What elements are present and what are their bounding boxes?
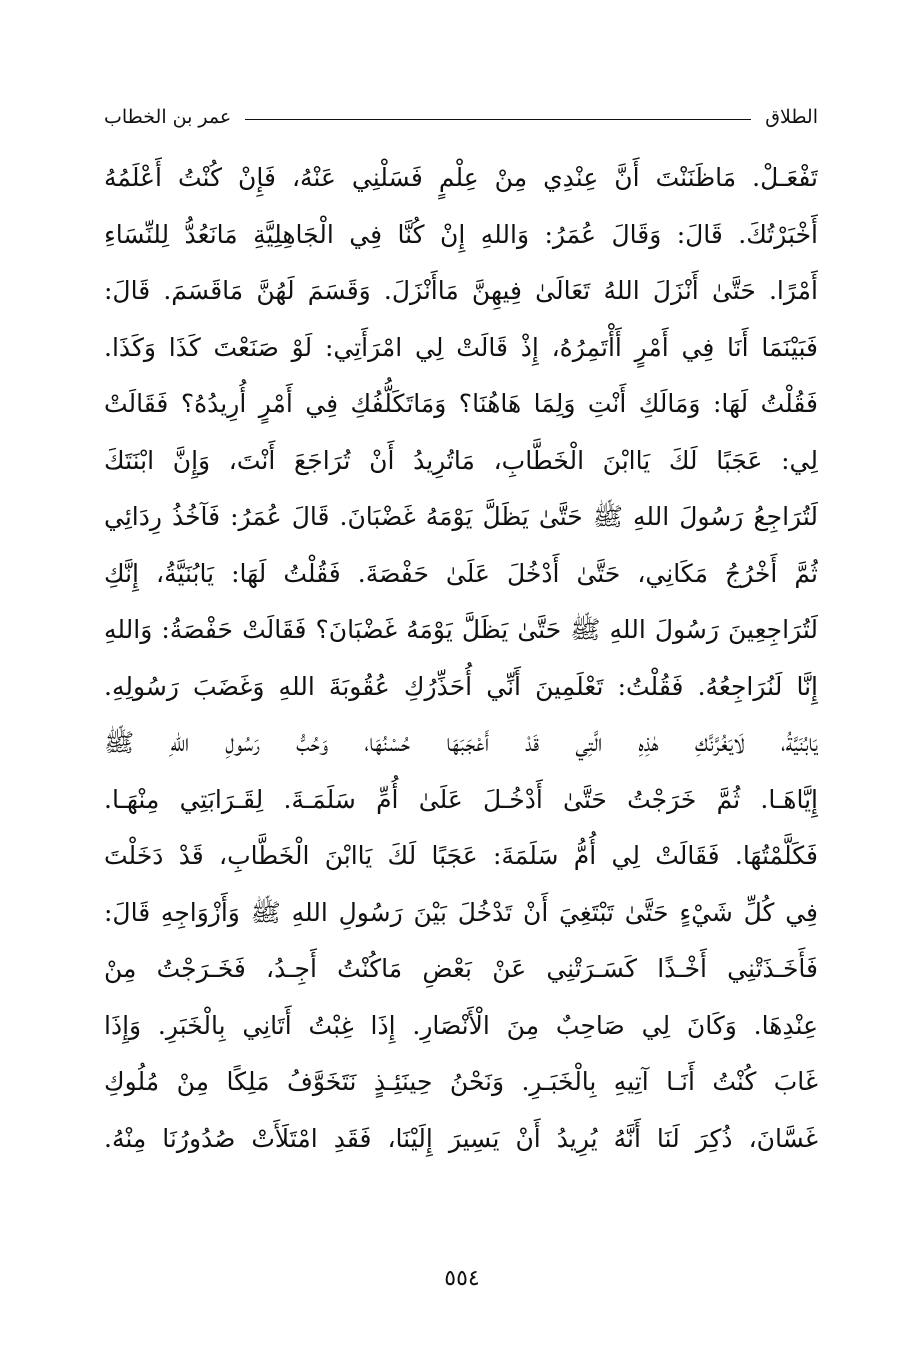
text-line: فَأَخَـذَتْنِي أَخْـذًا كَسَـرَتْنِي عَنْ بَعْضِ مَاكُنْتُ أَجِـدُ، فَخَـرَجْتُ مِنْ: [104, 954, 818, 983]
header-rule: [245, 119, 751, 120]
text-line: لَتُرَاجِعِينَ رَسُولَ اللهِ ﷺ حَتَّىٰ يَظَلَّ يَوْمَهُ غَضْبَانَ؟ فَقَالَتْ حَفْصَةُ: وَاللهِ: [104, 615, 818, 644]
text-line: يَابُنَيَّةُ، لَايَغُرَّنَّكِ هٰذِهِ الَّتِي قَدْ أَعْجَبَهَا حُسْنُهَا، وَحُبُّ رَسُولِ اللهِ ﷺ: [104, 728, 818, 757]
page-number: ٥٥٤: [444, 1266, 480, 1291]
text-line: أَمْرًا. حَتَّىٰ أَنْزَلَ اللهُ تَعَالَىٰ فِيهِنَّ مَاأَنْزَلَ. وَقَسَمَ لَهُنَّ مَاقَسَمَ. قَالَ:: [104, 276, 818, 305]
text-line: تَفْعَـلْ. مَاظَنَنْتَ أَنَّ عِنْدِي مِنْ عِلْمٍ فَسَلْنِي عَنْهُ، فَإِنْ كُنْتُ أَعْلَمُهُ: [104, 163, 818, 192]
text-line: غَسَّانَ، ذُكِرَ لَنَا أَنَّهُ يُرِيدُ أَنْ يَسِيرَ إِلَيْنَا، فَقَدِ امْتَلَأَتْ صُدُورُنَا مِنْهُ.: [104, 1123, 818, 1153]
text-line: فِي كُلِّ شَيْءٍ حَتَّىٰ تَبْتَغِيَ أَنْ تَدْخُلَ بَيْنَ رَسُولِ اللهِ ﷺ وَأَزْوَاجِهِ قَالَ:: [104, 897, 818, 927]
text-line: فَقُلْتُ لَهَا: وَمَالَكِ أَنْتِ وَلِمَا هَاهُنَا؟ وَمَاتَكَلُّفُكِ فِي أَمْرٍ أُرِيدُهُ؟ فَقَالَتْ: [104, 389, 818, 418]
text-line: ثُمَّ أَخْرُجُ مَكَانِي، حَتَّىٰ أَدْخُلَ عَلَىٰ حَفْصَةَ. فَقُلْتُ لَهَا: يَابُنَيَّةُ، إِنَّكِ: [104, 558, 818, 588]
text-line: لَتُرَاجِعُ رَسُولَ اللهِ ﷺ حَتَّىٰ يَظَلَّ يَوْمَهُ غَضْبَانَ. قَالَ عُمَرُ: فَآخُذُ رِدَائِي: [104, 502, 818, 531]
text-line: فَكَلَّمْتُهَا. فَقَالَتْ لِي أُمُّ سَلَمَةَ: عَجَبًا لَكَ يَاابْنَ الْخَطَّابِ، قَدْ دَخَلْتَ: [104, 841, 818, 870]
book-title: عمر بن الخطاب: [104, 106, 232, 128]
text-line: غَابَ كُنْتُ أَنَـا آتِيهِ بِالْخَبَـرِ. وَنَحْنُ حِينَئِـذٍ نَتَخَوَّفُ مَلِكًا مِنْ مُلُوكِ: [104, 1067, 818, 1096]
text-line: أَخْبَرْتُكَ. قَالَ: وَقَالَ عُمَرُ: وَاللهِ إِنْ كُنَّا فِي الْجَاهِلِيَّةِ مَانَعُدُّ لِلنِّسَاءِ: [104, 219, 818, 249]
running-head: [104, 102, 818, 132]
body-text: [104, 150, 818, 1167]
text-line: فَبَيْنَمَا أَنَا فِي أَمْرٍ أَأْتَمِرُهُ، إِذْ قَالَتْ لِي امْرَأَتِي: لَوْ صَنَعْتَ كَذَا وَكَذَا.: [104, 332, 818, 362]
text-line: عِنْدِهَا. وَكَانَ لِي صَاحِبٌ مِنَ الْأَنْصَارِ. إِذَا غِبْتُ أَتَانِي بِالْخَبَرِ. وَإِذَا: [104, 1010, 818, 1040]
text-line: إِيَّاهَـا. ثُمَّ خَرَجْتُ حَتَّىٰ أَدْخُـلَ عَلَىٰ أُمِّ سَلَمَـةَ. لِقَـرَابَتِي مِنْهَـا.: [104, 784, 818, 814]
text-line: إِنَّا لَنُرَاجِعُهُ. فَقُلْتُ: تَعْلَمِينَ أَنِّي أُحَذِّرُكِ عُقُوبَةَ اللهِ وَغَضَبَ رَسُولِهِ.: [104, 671, 818, 701]
text-line: لِي: عَجَبًا لَكَ يَاابْنَ الْخَطَّابِ، مَاتُرِيدُ أَنْ تُرَاجَعَ أَنْتَ، وَإِنَّ ابْنَتَكَ: [104, 445, 818, 475]
section-title: الطلاق: [765, 106, 818, 128]
